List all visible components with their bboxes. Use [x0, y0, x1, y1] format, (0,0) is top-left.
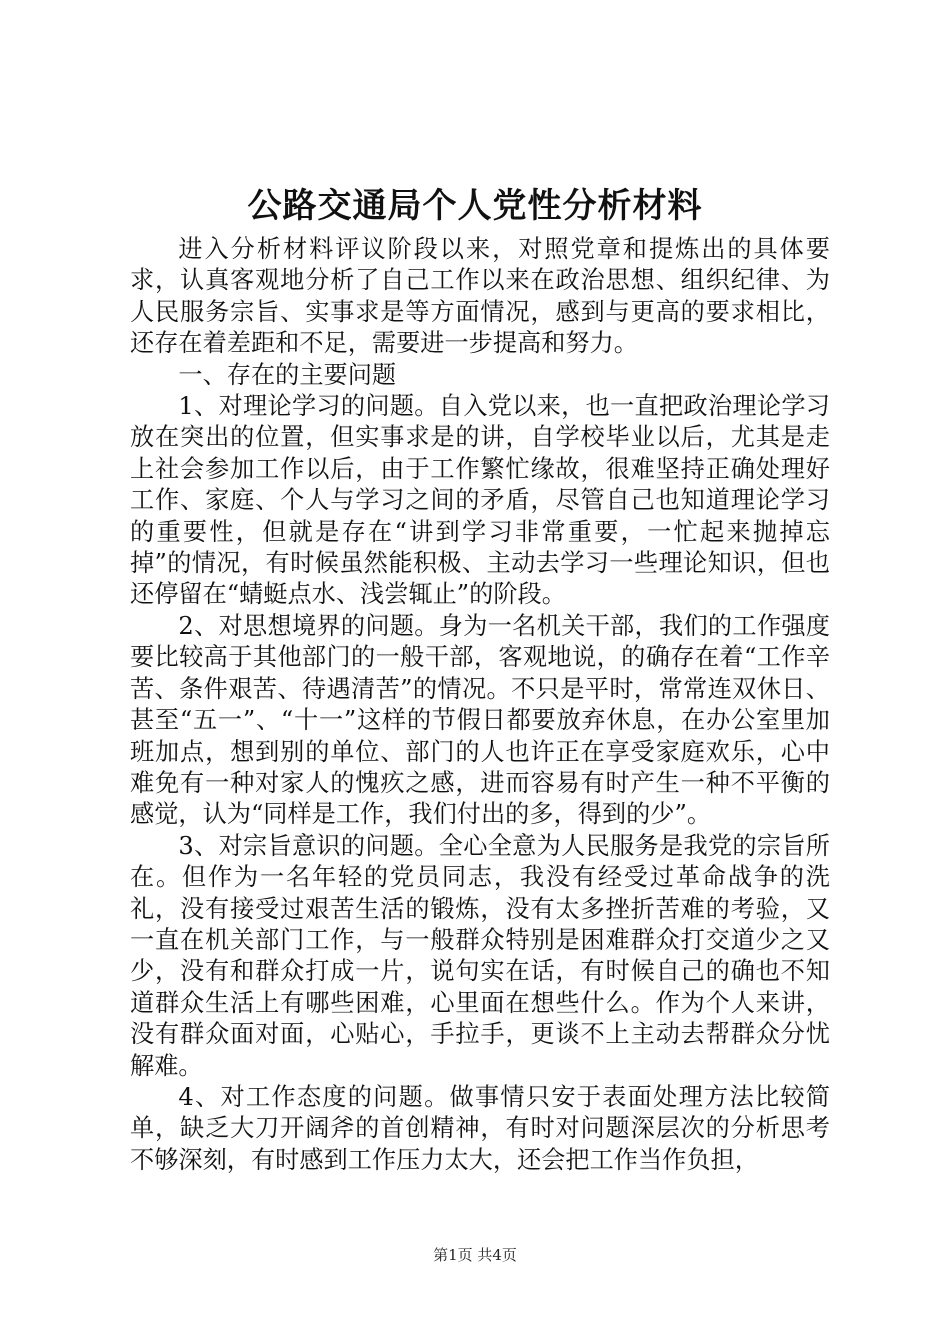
paragraph-purpose-awareness: 3、对宗旨意识的问题。全心全意为人民服务是我党的宗旨所在。但作为一名年轻的党员同志，我没有经受过革命战争的洗礼，没有接受过艰苦生活的锻炼，没有太多挫折苦难的考验，又一直在机关部门工作，与一般群众特别是困难群众打交道少之又少，没有和群众打成一片，说句实在话，有时候自己的确也不知道群众生活上有哪些困难，心里面在想些什么。作为个人来讲，没有群众面对面，心贴心，手拉手，更谈不上主动去帮群众分忧解难。: [130, 831, 830, 1080]
intro-paragraph: 进入分析材料评议阶段以来，对照党章和提炼出的具体要求，认真客观地分析了自己工作以来在政治思想、组织纪律、为人民服务宗旨、实事求是等方面情况，感到与更高的要求相比，还存在着差距和不足，需要进一步提高和努力。: [130, 235, 830, 358]
document-body: [130, 234, 830, 1176]
paragraph-theory-study: 1、对理论学习的问题。自入党以来，也一直把政治理论学习放在突出的位置，但实事求是的讲，自学校毕业以后，尤其是走上社会参加工作以后，由于工作繁忙缘故，很难坚持正确处理好工作、家庭、个人与学习之间的矛盾，尽管自己也知道理论学习的重要性，但就是存在“讲到学习非常重要，一忙起来抛掉忘掉”的情况，有时候虽然能积极、主动去学习一些理论知识，但也还停留在“蜻蜓点水、浅尝辄止”的阶段。: [130, 392, 830, 609]
paragraph-ideological-realm: 2、对思想境界的问题。身为一名机关干部，我们的工作强度要比较高于其他部门的一般干部，客观地说，的确存在着“工作辛苦、条件艰苦、待遇清苦”的情况。不只是平时，常常连双休日、甚至“五一”、“十一”这样的节假日都要放弃休息，在办公室里加班加点，想到别的单位、部门的人也许正在享受家庭欢乐，心中难免有一种对家人的愧疚之感，进而容易有时产生一种不平衡的感觉，认为“同样是工作，我们付出的多，得到的少”。: [130, 611, 830, 829]
page-number-footer: 第1页 共4页: [433, 1246, 517, 1264]
section-heading: 一、存在的主要问题: [178, 360, 397, 389]
paragraph-work-attitude: 4、对工作态度的问题。做事情只安于表面处理方法比较简单，缺乏大刀开阔斧的首创精神，有时对问题深层次的分析思考不够深刻，有时感到工作压力太大，还会把工作当作负担，: [130, 1082, 830, 1174]
document-title: 公路交通局个人党性分析材料: [247, 186, 703, 226]
